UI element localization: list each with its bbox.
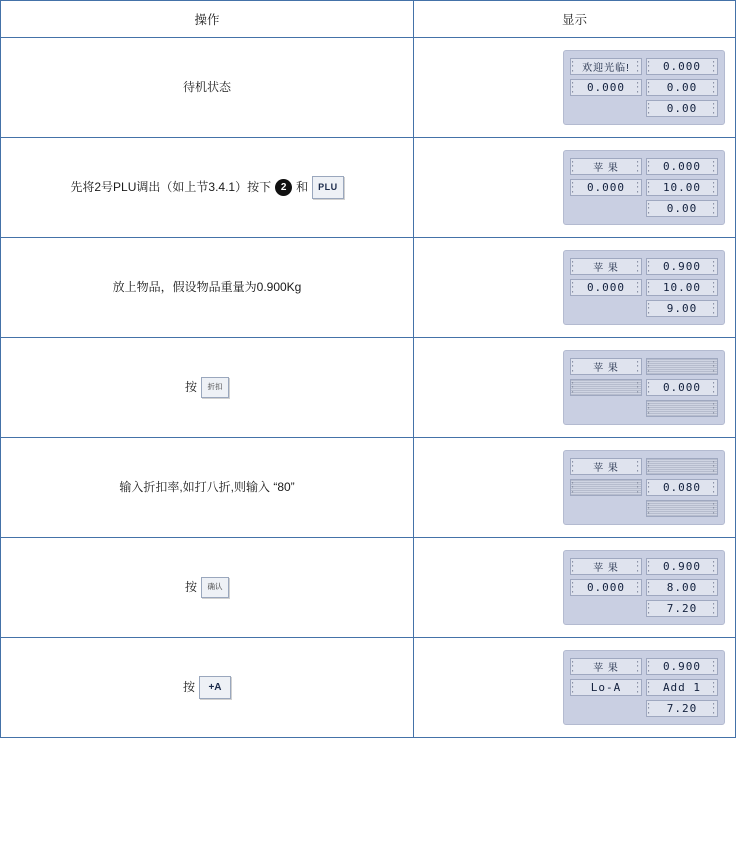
segment-value: Add 1 (662, 681, 702, 694)
segment-ticks-left-icon: ▪ ▪ ▪ (648, 380, 650, 394)
display-segment (646, 658, 718, 675)
segment-ticks-right-icon: ▪ ▪ ▪ (637, 259, 639, 273)
scale-display-panel (563, 350, 725, 425)
operation-cell-recall-plu-2 (1, 138, 414, 238)
table-row (1, 538, 736, 638)
display-segment (570, 158, 642, 175)
keypad-button[interactable]: PLU (312, 176, 344, 200)
display-row (570, 700, 718, 717)
display-segment (570, 58, 642, 75)
segment-value (652, 459, 712, 474)
segment-ticks-right-icon: ▪ ▪ ▪ (713, 701, 715, 715)
table-row (1, 38, 736, 138)
operation-cell-standby (1, 38, 414, 138)
segment-value: 0.900 (662, 560, 702, 573)
segment-ticks-left-icon: ▪ ▪ ▪ (648, 159, 650, 173)
segment-ticks-right-icon: ▪ ▪ ▪ (713, 659, 715, 673)
scale-display-panel (563, 650, 725, 725)
operation-cell-press-confirm (1, 538, 414, 638)
operation-content (113, 277, 302, 297)
display-row (570, 658, 718, 675)
segment-ticks-right-icon: ▪ ▪ ▪ (637, 59, 639, 73)
segment-ticks-right-icon: ▪ ▪ ▪ (637, 580, 639, 594)
segment-ticks-left-icon: ▪ ▪ ▪ (572, 280, 574, 294)
segment-ticks-right-icon: ▪ ▪ ▪ (713, 159, 715, 173)
segment-value: 9.00 (666, 302, 698, 315)
segment-ticks-right-icon: ▪ ▪ ▪ (713, 280, 715, 294)
display-row (570, 600, 718, 617)
segment-value: 苹 果 (593, 363, 619, 374)
display-segment (646, 279, 718, 296)
display-segment (646, 258, 718, 275)
scale-display-panel (563, 450, 725, 525)
segment-ticks-right-icon: ▪ ▪ ▪ (637, 480, 639, 494)
segment-ticks-right-icon: ▪ ▪ ▪ (713, 101, 715, 115)
segment-value: 0.000 (662, 60, 702, 73)
display-segment (646, 400, 718, 417)
segment-ticks-left-icon: ▪ ▪ ▪ (648, 80, 650, 94)
display-wrapper (414, 538, 735, 637)
operation-label: 按 (184, 380, 197, 395)
operation-cell-enter-discount-rate (1, 438, 414, 538)
keypad-button[interactable]: 折扣 (201, 377, 229, 397)
segment-ticks-right-icon: ▪ ▪ ▪ (637, 559, 639, 573)
operation-content (183, 676, 231, 699)
keypad-button[interactable]: +A (199, 676, 231, 699)
display-segment (570, 279, 642, 296)
segment-ticks-left-icon: ▪ ▪ ▪ (648, 659, 650, 673)
display-segment (646, 200, 718, 217)
segment-ticks-right-icon: ▪ ▪ ▪ (713, 59, 715, 73)
display-cell-press-discount (414, 338, 736, 438)
column-header-display: 显示 (414, 1, 736, 38)
display-segment (646, 500, 718, 517)
segment-value: 苹 果 (593, 163, 619, 174)
display-segment (646, 158, 718, 175)
segment-value: 0.00 (666, 102, 698, 115)
segment-ticks-left-icon: ▪ ▪ ▪ (572, 459, 574, 473)
segment-ticks-left-icon: ▪ ▪ ▪ (648, 359, 650, 373)
operation-cell-press-plus-a (1, 638, 414, 738)
display-segment (570, 179, 642, 196)
display-segment (646, 358, 718, 375)
display-row (570, 200, 718, 217)
operation-content (185, 377, 229, 397)
segment-ticks-right-icon: ▪ ▪ ▪ (713, 480, 715, 494)
segment-ticks-left-icon: ▪ ▪ ▪ (648, 559, 650, 573)
segment-ticks-right-icon: ▪ ▪ ▪ (713, 580, 715, 594)
segment-ticks-right-icon: ▪ ▪ ▪ (713, 559, 715, 573)
segment-value: 10.00 (662, 181, 702, 194)
segment-ticks-right-icon: ▪ ▪ ▪ (637, 359, 639, 373)
segment-ticks-left-icon: ▪ ▪ ▪ (648, 680, 650, 694)
display-segment (570, 558, 642, 575)
segment-value: 8.00 (666, 581, 698, 594)
segment-value: 0.00 (666, 202, 698, 215)
scale-display-panel (563, 550, 725, 625)
segment-ticks-left-icon: ▪ ▪ ▪ (572, 380, 574, 394)
segment-value: 0.000 (586, 281, 626, 294)
segment-value: 0.000 (586, 181, 626, 194)
display-cell-press-plus-a (414, 638, 736, 738)
operation-cell-place-item (1, 238, 414, 338)
display-row (570, 579, 718, 596)
segment-ticks-left-icon: ▪ ▪ ▪ (648, 301, 650, 315)
segment-ticks-left-icon: ▪ ▪ ▪ (648, 180, 650, 194)
segment-ticks-left-icon: ▪ ▪ ▪ (648, 501, 650, 515)
display-segment (646, 479, 718, 496)
display-segment (646, 300, 718, 317)
display-segment (570, 458, 642, 475)
segment-ticks-left-icon: ▪ ▪ ▪ (648, 480, 650, 494)
segment-value (576, 380, 636, 395)
table-header-row (1, 1, 736, 38)
segment-value: 苹 果 (593, 663, 619, 674)
operation-label: 按 (182, 680, 195, 695)
display-row (570, 500, 718, 517)
display-row (570, 279, 718, 296)
segment-ticks-left-icon: ▪ ▪ ▪ (648, 280, 650, 294)
table-row (1, 138, 736, 238)
segment-ticks-right-icon: ▪ ▪ ▪ (637, 280, 639, 294)
display-cell-standby (414, 38, 736, 138)
segment-ticks-left-icon: ▪ ▪ ▪ (572, 680, 574, 694)
segment-value: 0.000 (662, 160, 702, 173)
segment-ticks-left-icon: ▪ ▪ ▪ (572, 580, 574, 594)
segment-ticks-left-icon: ▪ ▪ ▪ (572, 80, 574, 94)
display-segment (570, 258, 642, 275)
display-segment (646, 179, 718, 196)
segment-value: 7.20 (666, 602, 698, 615)
segment-value: 苹 果 (593, 263, 619, 274)
segment-ticks-right-icon: ▪ ▪ ▪ (637, 680, 639, 694)
display-segment (646, 100, 718, 117)
display-wrapper (414, 38, 735, 137)
segment-value: 0.000 (586, 81, 626, 94)
operation-content (185, 577, 229, 597)
display-wrapper (414, 638, 735, 737)
display-row (570, 58, 718, 75)
display-row (570, 79, 718, 96)
operation-label: 按 (184, 580, 197, 595)
display-row (570, 379, 718, 396)
segment-ticks-right-icon: ▪ ▪ ▪ (713, 180, 715, 194)
display-segment (570, 358, 642, 375)
segment-value: 0.900 (662, 660, 702, 673)
scale-display-panel (563, 250, 725, 325)
display-row (570, 158, 718, 175)
segment-ticks-right-icon: ▪ ▪ ▪ (713, 680, 715, 694)
segment-ticks-right-icon: ▪ ▪ ▪ (637, 80, 639, 94)
table-row (1, 438, 736, 538)
operation-content (119, 477, 294, 497)
segment-ticks-right-icon: ▪ ▪ ▪ (713, 259, 715, 273)
display-segment (570, 379, 642, 396)
display-segment (570, 679, 642, 696)
segment-value: 苹 果 (593, 463, 619, 474)
operation-content (183, 77, 231, 97)
display-row (570, 179, 718, 196)
segment-value: 0.080 (662, 481, 702, 494)
display-wrapper (414, 438, 735, 537)
segment-ticks-right-icon: ▪ ▪ ▪ (713, 601, 715, 615)
segment-ticks-right-icon: ▪ ▪ ▪ (713, 80, 715, 94)
segment-value (576, 480, 636, 495)
segment-ticks-right-icon: ▪ ▪ ▪ (637, 459, 639, 473)
operation-label: 待机状态 (182, 80, 231, 95)
numeric-key-button[interactable]: 2 (275, 179, 292, 196)
segment-ticks-left-icon: ▪ ▪ ▪ (572, 59, 574, 73)
segment-ticks-left-icon: ▪ ▪ ▪ (648, 601, 650, 615)
segment-ticks-left-icon: ▪ ▪ ▪ (648, 701, 650, 715)
display-segment (570, 79, 642, 96)
display-row (570, 400, 718, 417)
display-segment (570, 479, 642, 496)
segment-value: 0.900 (662, 260, 702, 273)
display-segment (646, 58, 718, 75)
segment-value: 欢迎光临! (582, 63, 630, 74)
display-row (570, 558, 718, 575)
display-row (570, 358, 718, 375)
keypad-button[interactable]: 确认 (201, 577, 229, 597)
table-row (1, 638, 736, 738)
display-wrapper (414, 238, 735, 337)
segment-ticks-right-icon: ▪ ▪ ▪ (713, 501, 715, 515)
segment-ticks-left-icon: ▪ ▪ ▪ (648, 259, 650, 273)
segment-ticks-left-icon: ▪ ▪ ▪ (572, 180, 574, 194)
operation-cell-press-discount (1, 338, 414, 438)
display-segment (646, 558, 718, 575)
operation-label: 放上物品，假设物品重量为0.900Kg (112, 280, 302, 295)
segment-value: 苹 果 (593, 563, 619, 574)
display-segment (570, 658, 642, 675)
segment-value: 0.000 (662, 381, 702, 394)
display-segment (646, 679, 718, 696)
display-row (570, 679, 718, 696)
segment-ticks-right-icon: ▪ ▪ ▪ (637, 380, 639, 394)
display-cell-place-item (414, 238, 736, 338)
display-row (570, 100, 718, 117)
segment-ticks-left-icon: ▪ ▪ ▪ (572, 480, 574, 494)
segment-ticks-left-icon: ▪ ▪ ▪ (572, 559, 574, 573)
segment-value (652, 401, 712, 416)
display-row (570, 479, 718, 496)
segment-ticks-left-icon: ▪ ▪ ▪ (572, 259, 574, 273)
display-segment (646, 600, 718, 617)
scale-display-panel (563, 150, 725, 225)
operation-label: 先将2号PLU调出（如上节3.4.1）按下 (70, 180, 272, 195)
display-cell-recall-plu-2 (414, 138, 736, 238)
segment-value: Lo-A (590, 681, 622, 694)
table-body (1, 38, 736, 738)
segment-ticks-left-icon: ▪ ▪ ▪ (648, 101, 650, 115)
display-cell-enter-discount-rate (414, 438, 736, 538)
segment-ticks-left-icon: ▪ ▪ ▪ (572, 659, 574, 673)
segment-ticks-right-icon: ▪ ▪ ▪ (713, 201, 715, 215)
segment-value (652, 501, 712, 516)
operation-content (70, 176, 343, 200)
segment-ticks-left-icon: ▪ ▪ ▪ (648, 459, 650, 473)
segment-ticks-right-icon: ▪ ▪ ▪ (713, 359, 715, 373)
display-segment (570, 579, 642, 596)
display-segment (646, 379, 718, 396)
segment-ticks-right-icon: ▪ ▪ ▪ (713, 459, 715, 473)
segment-value: 10.00 (662, 281, 702, 294)
display-wrapper (414, 138, 735, 237)
segment-ticks-right-icon: ▪ ▪ ▪ (637, 159, 639, 173)
display-row (570, 300, 718, 317)
segment-value (652, 359, 712, 374)
display-row (570, 458, 718, 475)
table-row (1, 338, 736, 438)
operation-label: 输入折扣率,如打八折,则输入 “80” (119, 480, 295, 495)
display-wrapper (414, 338, 735, 437)
segment-ticks-right-icon: ▪ ▪ ▪ (637, 659, 639, 673)
display-segment (646, 700, 718, 717)
segment-ticks-right-icon: ▪ ▪ ▪ (713, 401, 715, 415)
operation-label-secondary: 和 (296, 180, 309, 195)
segment-ticks-left-icon: ▪ ▪ ▪ (648, 401, 650, 415)
display-segment (646, 458, 718, 475)
segment-ticks-left-icon: ▪ ▪ ▪ (572, 359, 574, 373)
segment-ticks-left-icon: ▪ ▪ ▪ (648, 201, 650, 215)
column-header-operation: 操作 (1, 1, 414, 38)
scale-display-panel (563, 50, 725, 125)
display-row (570, 258, 718, 275)
segment-ticks-right-icon: ▪ ▪ ▪ (713, 301, 715, 315)
segment-value: 7.20 (666, 702, 698, 715)
segment-ticks-left-icon: ▪ ▪ ▪ (572, 159, 574, 173)
segment-value: 0.00 (666, 81, 698, 94)
segment-ticks-right-icon: ▪ ▪ ▪ (713, 380, 715, 394)
display-segment (646, 79, 718, 96)
display-segment (646, 579, 718, 596)
table-row (1, 238, 736, 338)
segment-ticks-left-icon: ▪ ▪ ▪ (648, 59, 650, 73)
segment-ticks-left-icon: ▪ ▪ ▪ (648, 580, 650, 594)
segment-value: 0.000 (586, 581, 626, 594)
display-cell-press-confirm (414, 538, 736, 638)
segment-ticks-right-icon: ▪ ▪ ▪ (637, 180, 639, 194)
